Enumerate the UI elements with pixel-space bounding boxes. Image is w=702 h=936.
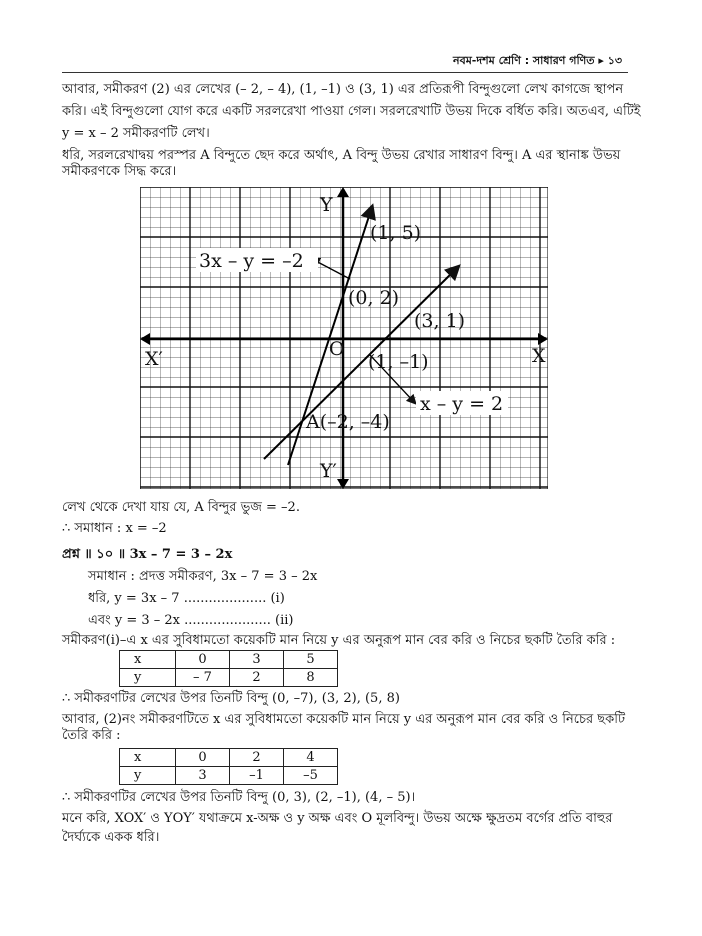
- table-cell: 2: [230, 669, 284, 687]
- axis-y-label: Y: [320, 194, 333, 216]
- value-table-1: [119, 650, 338, 687]
- table-cell: – 7: [176, 669, 230, 687]
- text-line: ∴ সমীকরণটির লেখের উপর তিনটি বিন্দু (0, 3), (2, –1), (4, – 5)।: [62, 790, 416, 805]
- point-label-0-2: (0, 2): [348, 287, 400, 309]
- text-line: আবার, সমীকরণ (2) এর লেখের (– 2, – 4), (1, –1) ও (3, 1) এর প্রতিরূপী বিন্দুগুলো লেখ কাগজে স্থাপন: [62, 82, 624, 97]
- axis-y-neg-label: Y′: [320, 460, 337, 482]
- text-line: এবং y = 3 – 2x ..................... (ii): [88, 613, 294, 628]
- table-cell: 4: [284, 749, 338, 767]
- table-cell: y: [120, 669, 176, 687]
- graph-figure: [140, 187, 548, 489]
- text-line: ধরি, y = 3x – 7 .................... (i): [88, 591, 285, 606]
- text-line: ধরি, সরলরেখাদ্বয় পরস্পর A বিন্দুতে ছেদ করে অর্থাৎ, A বিন্দু উভয় রেখার সাধারণ বিন্দু। A এর স্থানাঙ্ক উভয়: [62, 148, 621, 163]
- text-line: দৈর্ঘ্যকে একক ধরি।: [62, 830, 160, 845]
- text-line: সমীকরণকে সিদ্ধ করে।: [62, 164, 177, 179]
- axis-x-label: X: [532, 345, 546, 367]
- header-title: নবম-দশম শ্রেণি : সাধারণ গণিত ▸ ১৩: [453, 54, 622, 67]
- table-cell: –5: [284, 767, 338, 785]
- text-line: আবার, (2)নং সমীকরণটিতে x এর সুবিধামতো কয়েকটি মান নিয়ে y এর অনুরূপ মান বের করি ও নিচের ছকটি: [62, 712, 626, 727]
- table-cell: 5: [284, 651, 338, 669]
- table-row: [120, 749, 338, 767]
- text-line: মনে করি, XOX′ ও YOY′ যথাক্রমে x-অক্ষ ও y অক্ষ এবং O মূলবিন্দু। উভয় অক্ষে ক্ষুদ্রতম বর্গের প্রতি বাহুর: [62, 811, 613, 826]
- point-label-1-minus1: (1, –1): [368, 351, 429, 373]
- table-cell: 0: [176, 651, 230, 669]
- table-cell: –1: [230, 767, 284, 785]
- question-heading: প্রশ্ন ॥ ১০ ॥ 3x – 7 = 3 – 2x: [62, 547, 233, 562]
- point-label-1-5: (1, 5): [370, 222, 422, 244]
- table-cell: x: [120, 651, 176, 669]
- equation-label-2: x – y = 2: [420, 393, 504, 415]
- value-table-2: [119, 748, 338, 785]
- table-cell: 3: [176, 767, 230, 785]
- text-line: সমাধান : প্রদত্ত সমীকরণ, 3x – 7 = 3 – 2x: [88, 569, 318, 584]
- point-label-A: A(–2, –4): [306, 411, 390, 433]
- graph-svg: [140, 187, 548, 489]
- table-row: [120, 669, 338, 687]
- text-line: করি। এই বিন্দুগুলো যোগ করে একটি সরলরেখা পাওয়া গেল। সরলরেখাটি উভয় দিকে বর্ধিত করি। অতএব, এটিই: [62, 104, 641, 119]
- table-cell: y: [120, 767, 176, 785]
- table-cell: 8: [284, 669, 338, 687]
- origin-label: O: [329, 338, 345, 360]
- text-line: লেখ থেকে দেখা যায় যে, A বিন্দুর ভুজ = –2.: [62, 500, 300, 515]
- text-line: y = x – 2 সমীকরণটি লেখ।: [62, 126, 210, 141]
- page-header: [62, 44, 628, 73]
- table-cell: 0: [176, 749, 230, 767]
- text-line: তৈরি করি :: [62, 728, 121, 743]
- table-cell: 3: [230, 651, 284, 669]
- solution-line: ∴ সমাধান : x = –2: [62, 521, 167, 536]
- table-cell: x: [120, 749, 176, 767]
- text-line: সমীকরণ(i)–এ x এর সুবিধামতো কয়েকটি মান নিয়ে y এর অনুরূপ মান বের করি ও নিচের ছকটি তৈরি করি :: [62, 633, 616, 648]
- text-line: ∴ সমীকরণটির লেখের উপর তিনটি বিন্দু (0, –7), (3, 2), (5, 8): [62, 691, 400, 706]
- table-row: [120, 651, 338, 669]
- table-cell: 2: [230, 749, 284, 767]
- axis-x-neg-label: X′: [145, 348, 163, 370]
- table-row: [120, 767, 338, 785]
- equation-label-1: 3x – y = –2: [199, 250, 304, 272]
- point-label-3-1: (3, 1): [414, 310, 466, 332]
